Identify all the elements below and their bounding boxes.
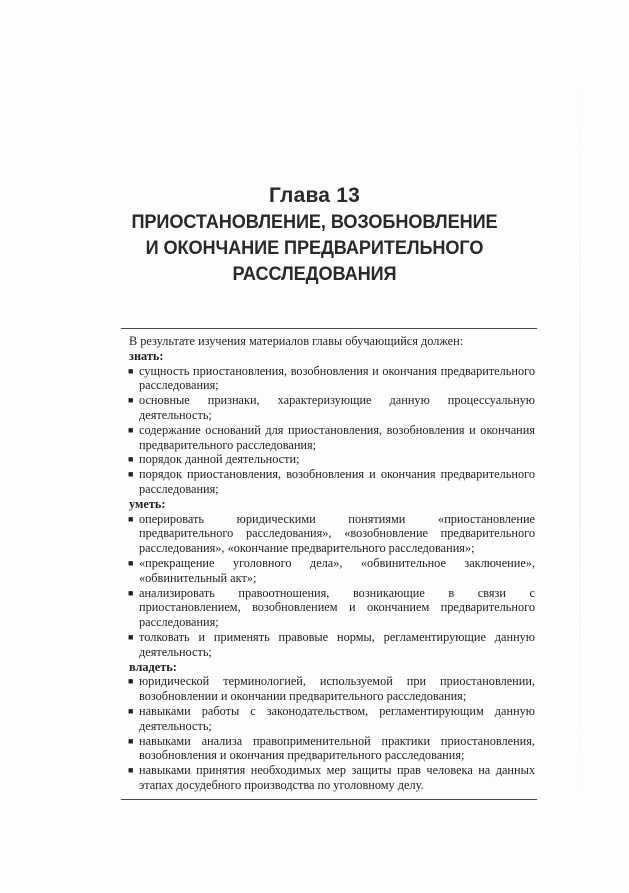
bullet-icon: ■ bbox=[128, 587, 134, 598]
list-item: ■ анализировать правоотношения, возникающие в связи с приостановлением, возобновлением и окончанием предварительного расследования; bbox=[128, 585, 535, 630]
list-item: ■ сущность приостановления, возобновления и окончания предварительного расследования; bbox=[128, 363, 535, 393]
master-list bbox=[121, 674, 537, 792]
bullet-icon: ■ bbox=[128, 424, 134, 435]
able-list bbox=[121, 512, 537, 660]
list-item: ■ порядок приостановления, возобновления и окончания предварительного расследования; bbox=[128, 467, 535, 496]
list-item: ■ толковать и применять правовые нормы, регламентирующие данную деятельность; bbox=[128, 629, 535, 659]
chapter-title-line-1: ПРИОСТАНОВЛЕНИЕ, ВОЗОБНОВЛЕНИЕ bbox=[131, 211, 498, 233]
chapter-number: Глава 13 bbox=[269, 184, 360, 207]
bullet-icon: ■ bbox=[128, 705, 134, 716]
chapter-title-line-3: РАССЛЕДОВАНИЯ bbox=[232, 263, 397, 285]
list-item: ■ юридической терминологией, используемой при приостановлении, возобновлении и окончании предварительного расследования; bbox=[128, 674, 535, 704]
know-list bbox=[121, 364, 537, 497]
bullet-icon: ■ bbox=[128, 454, 134, 465]
bullet-icon: ■ bbox=[128, 631, 134, 642]
group-label-able: уметь: bbox=[129, 496, 166, 511]
list-item: ■ навыками работы с законодательством, регламентирующим данную деятельность; bbox=[128, 703, 535, 733]
bullet-icon: ■ bbox=[128, 735, 134, 746]
list-item: ■ содержание оснований для приостановления, возобновления и окончания предварительного расследования; bbox=[128, 422, 535, 452]
list-item: ■ оперировать юридическими понятиями «приостановление предварительного расследования», «возобновление предварительного расследования», «окончание предварительного расследования»; bbox=[128, 511, 535, 556]
bullet-icon: ■ bbox=[128, 676, 134, 687]
learning-objectives-box bbox=[121, 328, 537, 800]
chapter-title-line-2: И ОКОНЧАНИЕ ПРЕДВАРИТЕЛЬНОГО bbox=[145, 237, 484, 259]
bullet-icon: ■ bbox=[128, 557, 134, 568]
chapter-heading bbox=[100, 183, 529, 287]
bullet-icon: ■ bbox=[128, 513, 134, 524]
bullet-icon: ■ bbox=[128, 395, 134, 406]
bullet-icon: ■ bbox=[128, 469, 134, 480]
objectives-intro: В результате изучения материалов главы обучающийся должен: bbox=[129, 334, 464, 348]
bullet-icon: ■ bbox=[128, 765, 134, 776]
page-fold-shadow bbox=[579, 80, 581, 800]
list-item: ■ основные признаки, характеризующие данную процессуальную деятельность; bbox=[128, 393, 535, 422]
bullet-icon: ■ bbox=[128, 365, 134, 376]
group-label-know: знать: bbox=[129, 348, 164, 363]
list-item: ■ порядок данной деятельности; bbox=[128, 452, 300, 467]
group-label-master: владеть: bbox=[129, 659, 177, 674]
list-item: ■ навыками принятия необходимых мер защиты прав человека на данных этапах досудебного производства по уголовному делу. bbox=[128, 763, 535, 792]
list-item: ■ навыками анализа правоприменительной практики приостановления, возобновления и окончания предварительного расследования; bbox=[128, 733, 535, 763]
list-item: ■ «прекращение уголовного дела», «обвинительное заключение», «обвинительный акт»; bbox=[128, 555, 535, 585]
